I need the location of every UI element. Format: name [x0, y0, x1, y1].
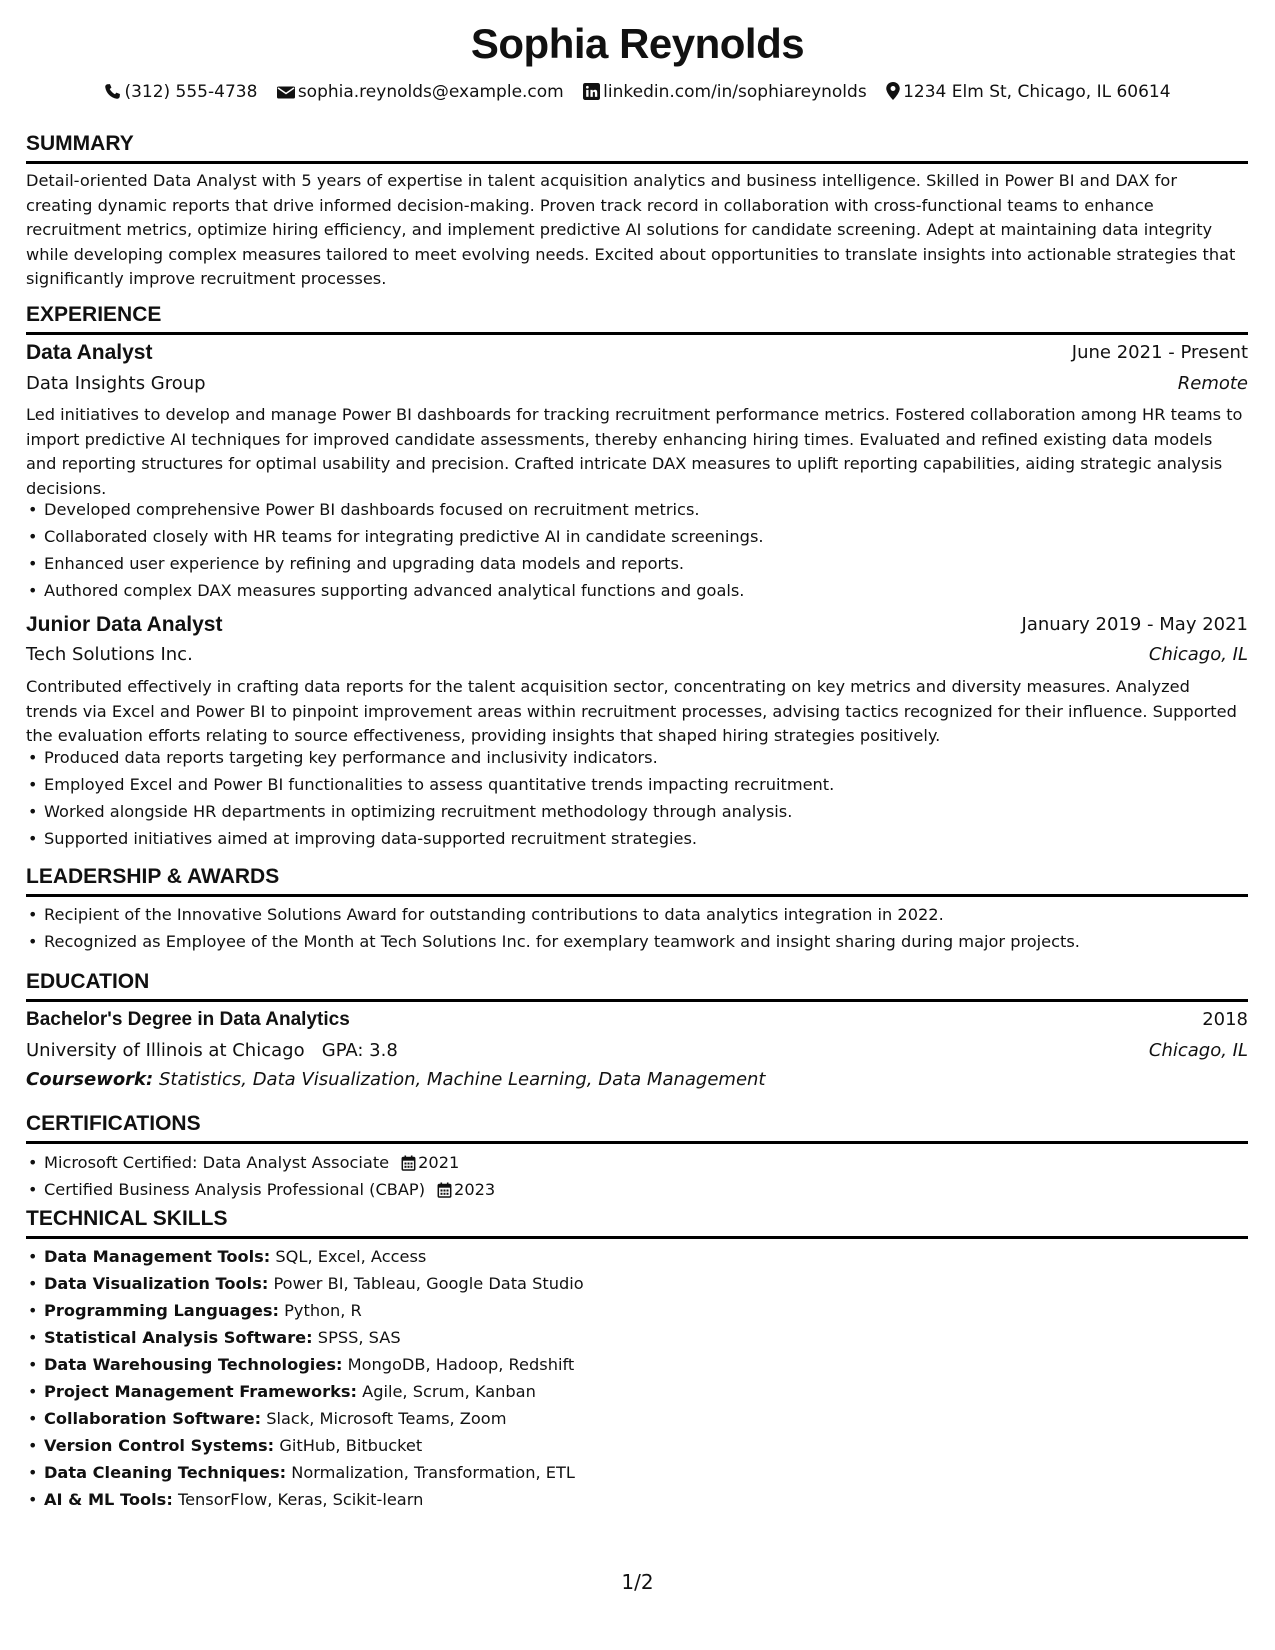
cert-name: Microsoft Certified: Data Analyst Associate	[44, 1153, 390, 1172]
cert-year: 2021	[418, 1153, 460, 1172]
skill-value: Power BI, Tableau, Google Data Studio	[273, 1274, 584, 1293]
summary-text: Detail-oriented Data Analyst with 5 years of expertise in talent acquisition analytics and business intelligence. Skilled in Power BI and DAX for creating dynamic reports that drive informed decision-making. Proven track record in collaboration with cross-functional teams to enhance recruitment metrics, optimize hiring efficiency, and implement predictive AI solutions for candidate screening. Adept at maintaining data integrity while developing complex measures tailored to meet evolving needs. Excited about opportunities to translate insights into actionable strategies that significantly improve recruitment processes.	[26, 171, 1236, 288]
skill-value: Python, R	[284, 1301, 362, 1320]
list-item: • Developed comprehensive Power BI dashboards focused on recruitment metrics.	[26, 496, 1248, 523]
experience-heading: EXPERIENCE	[26, 302, 1248, 335]
contact-bar	[0, 80, 1275, 104]
job-2-location: Chicago, IL	[1148, 644, 1248, 665]
job-1-bullets	[26, 496, 1248, 604]
list-item: • Employed Excel and Power BI functionalities to assess quantitative trends impacting recruitment.	[26, 771, 1248, 798]
coursework-text: Statistics, Data Visualization, Machine Learning, Data Management	[158, 1069, 766, 1090]
skill-value: Normalization, Transformation, ETL	[291, 1463, 575, 1482]
contact-email[interactable]	[277, 80, 564, 104]
list-item	[26, 1270, 1248, 1297]
awards-heading: LEADERSHIP & AWARDS	[26, 864, 1248, 897]
list-item	[26, 1243, 1248, 1270]
certifications-heading: CERTIFICATIONS	[26, 1111, 1248, 1144]
coursework-label: Coursework:	[26, 1069, 154, 1090]
list-item	[26, 1149, 1248, 1176]
list-item: • Recognized as Employee of the Month at Tech Solutions Inc. for exemplary teamwork and insight sharing during major projects.	[26, 928, 1248, 955]
job-1-company: Data Insights Group	[26, 373, 206, 394]
list-item	[26, 1324, 1248, 1351]
list-item	[26, 1459, 1248, 1486]
list-item	[26, 1351, 1248, 1378]
certifications-list	[26, 1149, 1248, 1203]
skill-label: Data Visualization Tools:	[44, 1274, 269, 1293]
skill-value: SPSS, SAS	[317, 1328, 401, 1347]
cert-name: Certified Business Analysis Professional (CBAP)	[44, 1180, 426, 1199]
skill-value: GitHub, Bitbucket	[279, 1436, 423, 1455]
phone-icon	[104, 83, 121, 100]
list-item	[26, 1432, 1248, 1459]
calendar-icon	[401, 1155, 416, 1171]
skill-value: MongoDB, Hadoop, Redshift	[347, 1355, 575, 1374]
list-item	[26, 1297, 1248, 1324]
job-2-company: Tech Solutions Inc.	[26, 644, 193, 665]
list-item	[26, 1486, 1248, 1513]
email-text: sophia.reynolds@example.com	[297, 82, 564, 102]
skill-label: Version Control Systems:	[44, 1436, 275, 1455]
list-item: • Produced data reports targeting key performance and inclusivity indicators.	[26, 744, 1248, 771]
list-item	[26, 1176, 1248, 1203]
job-1-dates: June 2021 - Present	[1071, 342, 1248, 363]
linkedin-text: linkedin.com/in/sophiareynolds	[603, 82, 867, 102]
list-item: • Worked alongside HR departments in optimizing recruitment methodology through analysis.	[26, 798, 1248, 825]
skill-value: Agile, Scrum, Kanban	[362, 1382, 536, 1401]
job-1-location: Remote	[1177, 373, 1248, 394]
list-item	[26, 1405, 1248, 1432]
page-number: 1/2	[621, 1570, 654, 1594]
skill-value: TensorFlow, Keras, Scikit-learn	[177, 1490, 424, 1509]
graduation-year: 2018	[1202, 1009, 1248, 1030]
skill-label: Collaboration Software:	[44, 1409, 262, 1428]
job-1-header	[26, 339, 1248, 367]
skill-label: Programming Languages:	[44, 1301, 279, 1320]
skill-label: Data Warehousing Technologies:	[44, 1355, 343, 1374]
job-2-bullets	[26, 744, 1248, 852]
gpa: GPA: 3.8	[321, 1040, 398, 1061]
school-location: Chicago, IL	[1148, 1040, 1248, 1061]
education-header	[26, 1006, 1248, 1034]
calendar-icon	[437, 1182, 452, 1198]
education-heading: EDUCATION	[26, 969, 1248, 1002]
skill-label: Data Cleaning Techniques:	[44, 1463, 287, 1482]
skills-heading: TECHNICAL SKILLS	[26, 1206, 1248, 1239]
education-subheader	[26, 1037, 1248, 1065]
degree: Bachelor's Degree in Data Analytics	[26, 1009, 350, 1030]
job-1-role: Data Analyst	[26, 341, 153, 364]
skills-list	[26, 1243, 1248, 1513]
job-2-header	[26, 611, 1248, 639]
list-item: • Authored complex DAX measures supporting advanced analytical functions and goals.	[26, 577, 1248, 604]
address-text: 1234 Elm St, Chicago, IL 60614	[903, 82, 1171, 102]
skill-label: Statistical Analysis Software:	[44, 1328, 313, 1347]
coursework-line	[26, 1066, 1248, 1094]
list-item: • Recipient of the Innovative Solutions Award for outstanding contributions to data analytics integration in 2022.	[26, 901, 1248, 928]
skill-label: AI & ML Tools:	[44, 1490, 173, 1509]
awards-list	[26, 901, 1248, 955]
list-item	[26, 1378, 1248, 1405]
school-line	[26, 1037, 398, 1065]
candidate-name: Sophia Reynolds	[470, 20, 805, 67]
job-1-subheader	[26, 370, 1248, 398]
skill-label: Project Management Frameworks:	[44, 1382, 357, 1401]
skill-value: Slack, Microsoft Teams, Zoom	[266, 1409, 507, 1428]
list-item: • Enhanced user experience by refining and upgrading data models and reports.	[26, 550, 1248, 577]
job-2-role: Junior Data Analyst	[26, 613, 223, 636]
contact-phone[interactable]	[104, 80, 257, 104]
skill-value: SQL, Excel, Access	[275, 1247, 427, 1266]
cert-year: 2023	[454, 1180, 496, 1199]
contact-linkedin[interactable]	[583, 80, 867, 104]
job-2-description: Contributed effectively in crafting data reports for the talent acquisition sector, concentrating on key metrics and diversity measures. Analyzed trends via Excel and Power BI to pinpoint improvement areas within recruitment processes, advising tactics recognized for their influence. Supported the evaluation efforts relating to source effectiveness, providing insights that shaped hiring strategies positively.	[26, 677, 1237, 745]
phone-text: (312) 555-4738	[124, 82, 258, 102]
coursework-wrap	[26, 1066, 766, 1094]
job-1-description: Led initiatives to develop and manage Power BI dashboards for tracking recruitment performance metrics. Fostered collaboration among HR teams to import predictive AI techniques for improved candidate assessments, thereby enhancing hiring times. Evaluated and refined existing data models and reporting structures for optimal usability and precision. Crafted intricate DAX measures to uplift reporting capabilities, aiding strategic analysis decisions.	[26, 405, 1243, 498]
list-item: • Supported initiatives aimed at improving data-supported recruitment strategies.	[26, 825, 1248, 852]
linkedin-icon	[583, 83, 600, 100]
school-name: University of Illinois at Chicago	[26, 1040, 305, 1061]
job-2-subheader	[26, 641, 1248, 669]
contact-address	[886, 80, 1170, 104]
skill-label: Data Management Tools:	[44, 1247, 271, 1266]
list-item: • Collaborated closely with HR teams for integrating predictive AI in candidate screenings.	[26, 523, 1248, 550]
summary-heading: SUMMARY	[26, 131, 1248, 164]
map-pin-icon	[886, 82, 900, 100]
job-2-dates: January 2019 - May 2021	[1021, 614, 1248, 635]
envelope-icon	[277, 85, 295, 100]
